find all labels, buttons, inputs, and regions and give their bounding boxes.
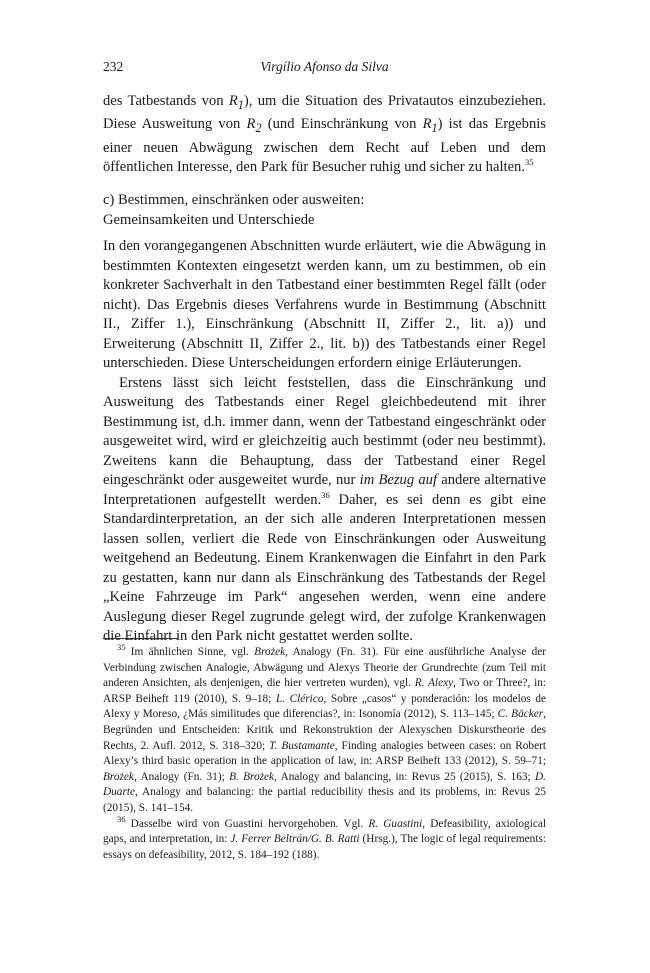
emphasis: im Bezug auf — [359, 472, 438, 488]
footnotes — [103, 642, 547, 863]
section-body — [103, 237, 546, 647]
author-name: R. Guastini — [368, 817, 423, 830]
text-run: Erstens lässt sich leicht feststellen, dass die Einschränkung und Ausweitung des Tatbestands einer Regel gleichbedeutend mit ihrer Bestimmung ist, d.h. immer dann, wenn der Tatbestand eingeschränkt oder ausgeweitet wird, wird er gleichzeitig auch bestimmt (oder neu bestimmt). Zweitens kann die Behauptung, dass der Tatbestand einer Regel eingeschränkt oder ausgeweitet wurde, nur — [103, 374, 546, 488]
math-symbol: $R_1$ — [422, 116, 438, 136]
running-head: Virgílio Afonso da Silva — [260, 59, 389, 74]
footnote-separator — [103, 638, 178, 639]
math-symbol: $R_1$ — [228, 93, 244, 112]
text-run: Daher, es sei denn es gibt eine Standardinterpretation, an der sich alle anderen Interpretationen messen lassen sollen, verliert die Rede von Einschränkungen oder Ausweitung weitgehend an Bedeutung. Einem Krankenwagen die Einfahrt in den Park zu gestatten, kann nur dann als Einschränkung des Tatbestands der Regel „Keine Fahrzeuge im Park“ angesehen werden, wenn eine andere Auslegung dieser Regel zugrunde gelegt wird, der zufolge Krankenwagen die Einfahrt in den Park nicht gestattet werden sollte. — [103, 491, 547, 644]
heading-line: Gemeinsamkeiten und Unterschiede — [103, 211, 315, 228]
footnote-number: 35 — [117, 642, 126, 653]
footnote-ref[interactable]: 35 — [525, 157, 534, 168]
text-run: des Tatbestands von — [103, 93, 229, 109]
section-heading — [103, 191, 546, 230]
subscript: 2 — [255, 121, 262, 136]
author-name: L. Clérico — [275, 692, 324, 705]
page-header — [103, 59, 546, 77]
footnote-ref[interactable]: 36 — [321, 489, 330, 500]
footnote-36: $^{36}$ Dasselbe wird von Guastini hervorgehoben. Vgl. R. Guastini, Defeasibility, axiological gaps, and interpretation, in: J. Ferrer Beltrán/G. B. Ratti (Hrsg.), The logic of legal requirements: essays on defeasibility, 2012, S. 184–192 (188). — [103, 813, 547, 861]
subscript: 1 — [237, 97, 244, 112]
text-run: (und Einschränkung von — [261, 116, 423, 133]
body-paragraph: In den vorangegangenen Abschnitten wurde erläutert, wie die Abwägung in bestimmten Kontexten eingesetzt werden kann, um zu bestimmen, ob ein konkreter Sachverhalt in den Tatbestand einer bestimmten Regel fällt (oder nicht). Das Ergebnis dieses Verfahrens wurde in Bestimmung (Abschnitt II., Ziffer 1.), Einschränkung (Abschnitt II, Ziffer 2., lit. a)) und Erweiterung (Abschnitt II, Ziffer 2., lit. b)) des Tatbestands einer Regel unterschieden. Diese Unterscheidungen erfordern einige Erläuterungen. — [103, 238, 546, 371]
heading-line: c) Bestimmen, einschränken oder ausweiten: — [103, 192, 365, 208]
author-name: Brożek — [254, 646, 286, 658]
page-number: 232 — [103, 59, 124, 74]
body-paragraph — [103, 374, 546, 647]
author-name: C. Bäcker — [497, 708, 544, 721]
text-run: andere alternative Interpretationen aufgestellt werden. — [103, 472, 546, 508]
text-run: ) ist das Ergebnis einer neuen Abwägung zwischen dem Recht auf Leben und dem öffentlichen Interesse, den Park für Besucher ruhig und sicher zu halten. — [103, 116, 546, 176]
author-name: D. Duarte — [103, 770, 546, 799]
author-name: R. Alexy — [414, 677, 454, 690]
text-run: ), um die Situation des Privatautos einzubeziehen. Diese Ausweitung von — [103, 93, 546, 133]
math-symbol: $R_2$ — [246, 116, 262, 136]
footnote-number: 36 — [117, 813, 126, 824]
author-name: T. Bustamante — [269, 739, 335, 752]
author-name: Brożek — [103, 770, 134, 783]
author-name: B. Brożek — [229, 770, 275, 783]
footnote-35: $^{35}$ Im ähnlichen Sinne, vgl. Brożek, Analogy (Fn. 31). Für eine ausführliche Analyse der Verbindung zwischen Analogie, Abwägung und Alexys Theorie der Grundrechte (zum Teil mit anderen Ansichten, als denjenigen, die hier vertreten wurden), vgl. R. Alexy, Two or Three?, in: ARSP Beiheft 119 (2010), S. 9–18; L. Clérico, Sobre „casos“ y ponderación: los modelos de Alexy y Moreso, ¿Más similitudes que diferencias?, in: Isonomía (2012), S. 113–145; C. Bäcker, Begründen und Entscheiden: Kritik und Rekonstruktion der Alexyschen Diskurstheorie des Rechts, 2. Aufl. 2012, S. 318–320; T. Bustamante, Finding analogies between cases: on Robert Alexy’s third basic operation in the application of law, in: ARSP Beiheft 133 (2012), S. 59–71; Brożek, Analogy (Fn. 31); B. Brożek, Analogy and balancing, in: Revus 25 (2015), S. 163; D. Duarte, Analogy and balancing: the partial reducibility thesis and its problems, in: Revus 25 (2015), S. 141–154. — [103, 642, 547, 814]
subscript: 1 — [431, 121, 438, 136]
body-paragraph — [103, 92, 546, 178]
editor-names: J. Ferrer Beltrán/G. B. Ratti — [230, 833, 360, 846]
